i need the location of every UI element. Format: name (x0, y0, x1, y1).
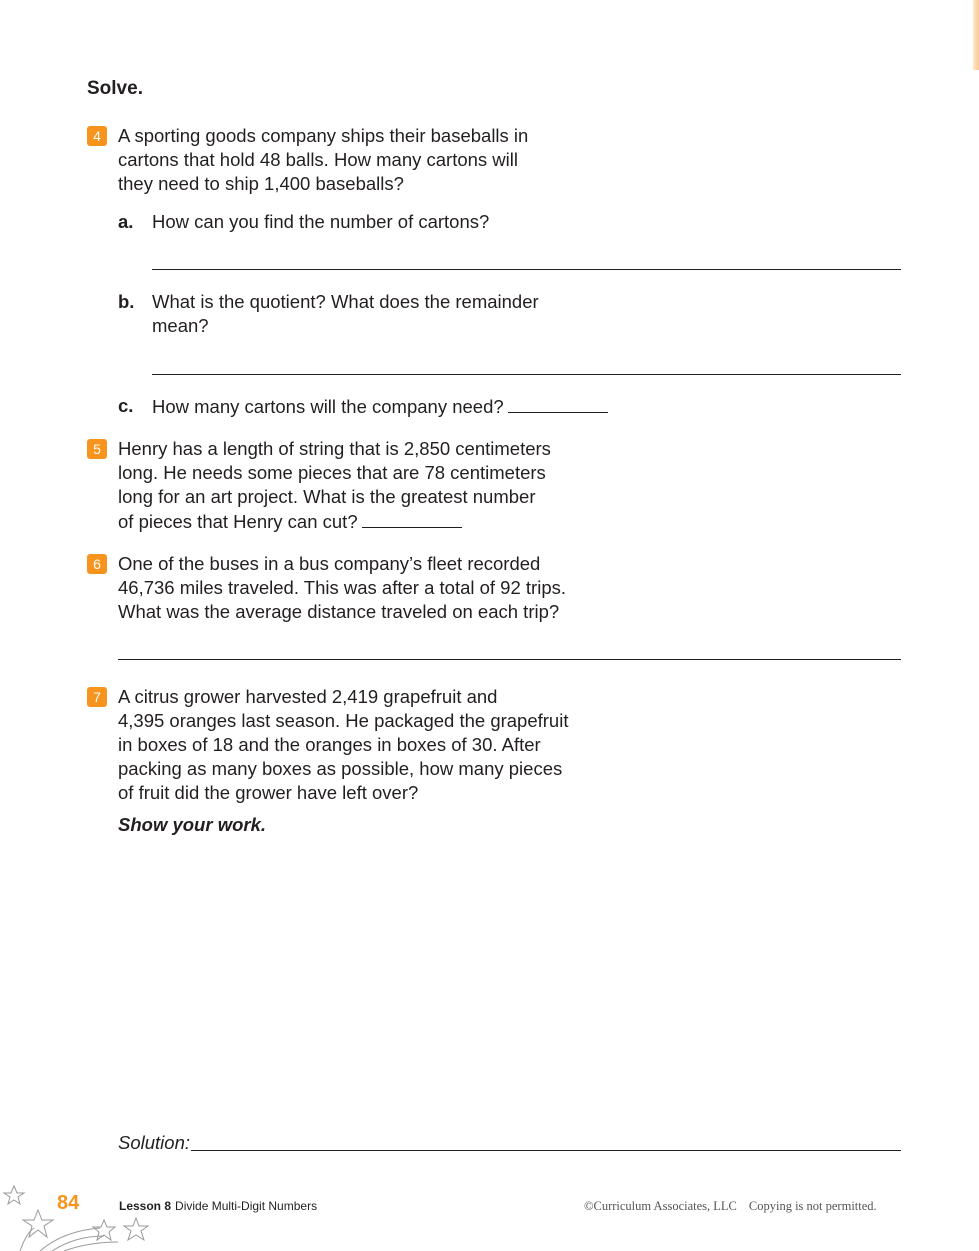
question-7-line-5: of fruit did the grower have left over? (118, 782, 419, 803)
star-icon (124, 1218, 148, 1240)
part-c-answer-blank[interactable] (508, 394, 608, 413)
page-number: 84 (57, 1192, 80, 1214)
part-c-prompt: How many cartons will the company need? (152, 396, 504, 417)
question-6-line-1: One of the buses in a bus company’s fleet recorded (118, 553, 541, 574)
star-trail-icon (64, 1242, 118, 1251)
part-a-prompt: How can you find the number of cartons? (152, 211, 490, 232)
question-number-5-badge: 5 (87, 439, 107, 459)
question-5-line-1: Henry has a length of string that is 2,850 centimeters (118, 438, 551, 459)
lesson-label: Lesson 8 (119, 1199, 172, 1213)
question-number-6-badge: 6 (87, 554, 107, 574)
part-b-prompt-line-1: What is the quotient? What does the remainder (152, 291, 539, 312)
show-your-work-label: Show your work. (118, 814, 267, 835)
star-trail-icon (20, 1228, 34, 1251)
copyright-text: ©Curriculum Associates, LLC (584, 1199, 737, 1213)
question-4-line-1: A sporting goods company ships their baseballs in (118, 125, 529, 146)
small-star-icon (4, 1186, 24, 1204)
page-edge-tab (973, 0, 979, 70)
lesson-footer (119, 1199, 317, 1213)
question-number-7-badge: 7 (87, 687, 107, 707)
question-5-line-4: of pieces that Henry can cut? (118, 511, 358, 532)
question-5-answer-blank[interactable] (362, 509, 462, 528)
part-a-letter: a. (118, 211, 134, 232)
section-heading: Solve. (87, 78, 143, 99)
star-icon (23, 1210, 53, 1237)
question-5-line-3: long for an art project. What is the greatest number (118, 486, 536, 507)
solution-answer-line[interactable] (191, 1150, 901, 1151)
part-b-prompt-line-2: mean? (152, 315, 209, 336)
part-b-answer-line[interactable] (152, 374, 901, 375)
question-5-line-4-row (118, 509, 462, 534)
part-b-letter: b. (118, 291, 135, 312)
question-6-line-2: 46,736 miles traveled. This was after a total of 92 trips. (118, 577, 566, 598)
solution-label: Solution: (118, 1132, 190, 1153)
question-6-answer-line[interactable] (118, 659, 901, 660)
copyright-footer (584, 1199, 877, 1214)
question-7-line-4: packing as many boxes as possible, how many pieces (118, 758, 563, 779)
question-number-4-badge: 4 (87, 126, 107, 146)
star-icon (93, 1220, 115, 1240)
question-7-line-2: 4,395 oranges last season. He packaged the grapefruit (118, 710, 569, 731)
question-7-line-3: in boxes of 18 and the oranges in boxes of 30. After (118, 734, 541, 755)
part-c-prompt-row (152, 394, 608, 419)
question-4-line-2: cartons that hold 48 balls. How many cartons will (118, 149, 518, 170)
part-c-letter: c. (118, 395, 134, 416)
part-a-answer-line[interactable] (152, 269, 901, 270)
question-5-line-2: long. He needs some pieces that are 78 centimeters (118, 462, 546, 483)
footer-stars-decoration (0, 1180, 160, 1251)
question-6-line-3: What was the average distance traveled on each trip? (118, 601, 560, 622)
star-trail-icon (40, 1228, 100, 1251)
lesson-title: Divide Multi-Digit Numbers (175, 1199, 318, 1213)
copy-notice: Copying is not permitted. (748, 1199, 877, 1213)
question-4-line-3: they need to ship 1,400 baseballs? (118, 173, 404, 194)
question-7-line-1: A citrus grower harvested 2,419 grapefruit and (118, 686, 498, 707)
